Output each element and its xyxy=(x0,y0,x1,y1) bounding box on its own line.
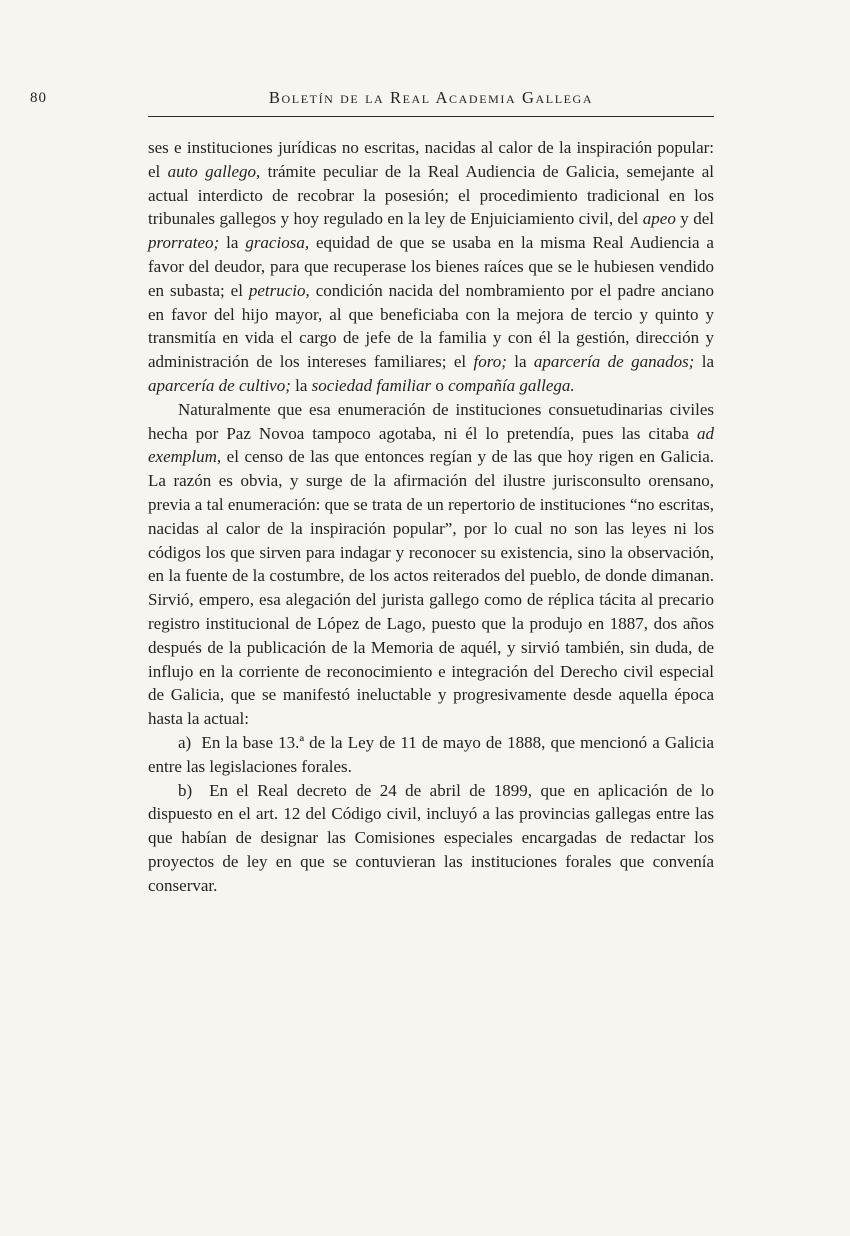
text-run: ses e instituciones jurídicas no escritas, nacidas al calor de la inspiración popular: el xyxy=(148,138,714,181)
text-run: condición nacida del nombramiento por el padre anciano en favor del hijo mayor, al que beneficiaba con la mejora de tercio y quinto y transmitía en vida el cargo de jefe de la familia y con él la gestión, dirección y administración de los intereses familiares; el xyxy=(148,280,714,372)
text-run: b) En el Real decreto de 24 de abril de 1899, que en aplicación de lo dispuesto en el art. 12 del Código civil, incluyó a las provincias gallegas entre las que habían de designar las Comisiones especiales encargadas de redactar los proyectos de ley en que se contuvieran las instituciones forales que convenía conservar. xyxy=(148,780,714,895)
text-run: a) En la base 13.ª de la Ley de 11 de mayo de 1888, que mencionó a Galicia entre las legislaciones forales. xyxy=(148,732,714,776)
page-content xyxy=(30,88,715,898)
italic-text-run: petrucio, xyxy=(248,280,310,300)
page-number: 80 xyxy=(30,90,47,106)
text-run: Naturalmente que esa enumeración de instituciones consuetudinarias civiles hecha por Paz Novoa tampoco agotaba, ni él lo pretendía, pues las citaba xyxy=(148,399,714,443)
journal-title: Boletín de la Real Academia Gallega xyxy=(268,88,594,107)
italic-text-run: aparcería de cultivo; xyxy=(148,375,291,395)
italic-text-run: aparcería de ganados; xyxy=(533,352,695,372)
paragraph xyxy=(148,136,714,398)
text-run: trámite peculiar de la Real Audiencia de Galicia, semejante al actual interdicto de recobrar la posesión; el procedimiento tradicional en los tribunales gallegos y hoy regulado en la ley de Enjuiciamiento civil, del xyxy=(148,161,715,229)
page-header xyxy=(30,88,714,117)
text-run: el censo de las que entonces regían y de las que hoy rigen en Galicia. La razón es obvia, y surge de la afirmación del ilustre jurisconsulto orensano, previa a tal enumeración: que se trata de un repertorio de instituciones “no escritas, nacidas al calor de la inspiración popular”, por lo cual no son las leyes ni los códigos los que sirven para indagar y reconocer su existencia, sino la observación, en la fuente de la costumbre, de los actos reiterados del pueblo, de donde dimanan. Sirvió, empero, esa alegación del jurista gallego como de réplica tácita al precario registro institucional de López de Lago, puesto que la produjo en 1887, dos años después de la publicación de la Memoria de aquél, y sirvió también, sin duda, de influjo en la corriente de reconocimiento e integración del Derecho civil especial de Galicia, que se manifestó ineluctable y progresivamente desde aquella época hasta la actual: xyxy=(148,447,714,729)
paragraph xyxy=(148,398,714,731)
body-paragraphs xyxy=(148,136,714,898)
text-run: la xyxy=(219,233,246,253)
text-run: equidad de que se usaba en la misma Real Audiencia a favor del deudor, para que recuperase los bienes raíces que se le hubiesen vendido en subasta; el xyxy=(148,233,714,300)
italic-text-run: sociedad familiar xyxy=(311,375,432,395)
italic-text-run: auto gallego, xyxy=(167,161,261,181)
text-run: y del xyxy=(675,209,714,229)
text-run: la xyxy=(290,375,312,395)
text-run: la xyxy=(694,352,714,372)
paragraph xyxy=(148,779,714,898)
italic-text-run: compañía gallega. xyxy=(448,375,575,395)
paragraph xyxy=(148,731,714,779)
text-run: la xyxy=(506,352,534,372)
italic-text-run: graciosa, xyxy=(245,233,310,253)
text-run: o xyxy=(431,375,449,395)
italic-text-run: prorrateo; xyxy=(148,233,220,253)
italic-text-run: foro; xyxy=(473,352,507,372)
italic-text-run: ad exemplum, xyxy=(148,423,714,467)
italic-text-run: apeo xyxy=(642,209,676,229)
header-rule xyxy=(148,116,714,117)
